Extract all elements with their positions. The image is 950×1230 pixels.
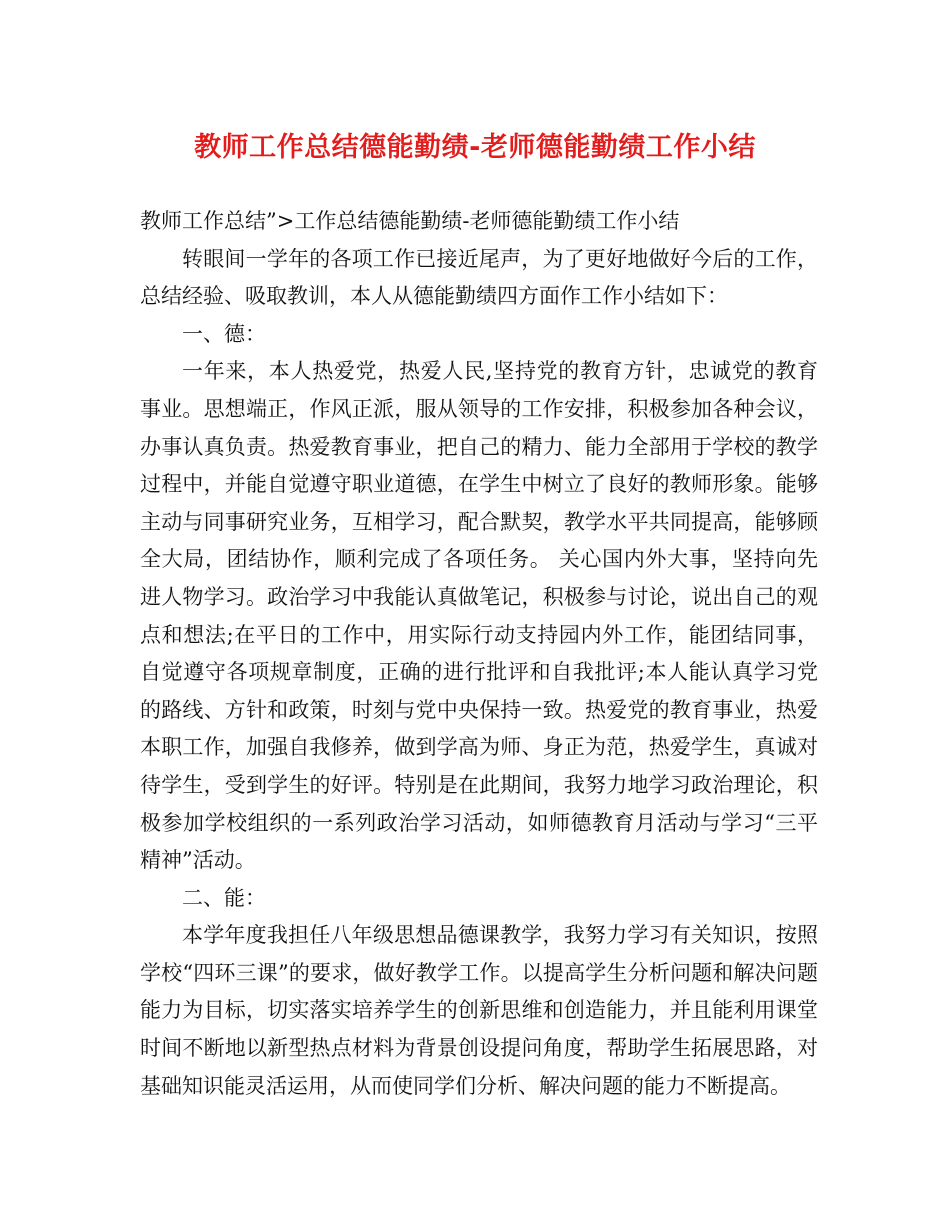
document-body [140,203,818,1105]
intro-paragraph: 转眼间一学年的各项工作已接近尾声，为了更好地做好今后的工作，总结经验、吸取教训，本人从德能勤绩四方面作工作小结如下： [140,246,818,309]
section-body-de: 一年来，本人热爱党，热爱人民,坚持党的教育方针，忠诚党的教育事业。思想端正，作风正派，服从领导的工作安排，积极参加各种会议，办事认真负责。热爱教育事业，把自己的精力、能力全部用于学校的教学过程中，并能自觉遵守职业道德，在学生中树立了良好的教师形象。能够主动与同事研究业务，互相学习，配合默契，教学水平共同提高，能够顾全大局，团结协作，顺利完成了各项任务。 关心国内外大事，坚持向先进人物学习。政治学习中我能认真做笔记，积极参与讨论，说出自己的观点和想法;在平日的工作中，用实际行动支持园内外工作，能团结同事，自觉遵守各项规章制度，正确的进行批评和自我批评;本人能认真学习党的路线、方针和政策，时刻与党中央保持一致。热爱党的教育事业，热爱本职工作，加强自我修养，做到学高为师、身正为范，热爱学生，真诚对待学生，受到学生的好评。特别是在此期间，我努力地学习政治理论，积极参加学校组织的一系列政治学习活动，如师德教育月活动与学习“三平精神”活动。 [140,359,818,873]
section-body-neng: 本学年度我担任八年级思想品德课教学，我努力学习有关知识，按照学校“四环三课”的要求，做好教学工作。以提高学生分析问题和解决问题能力为目标，切实落实培养学生的创新思维和创造能力，并且能利用课堂时间不断地以新型热点材料为背景创设提问角度，帮助学生拓展思路，对基础知识能灵活运用，从而使同学们分析、解决问题的能力不断提高。 [140,923,818,1098]
breadcrumb-line: 教师工作总结”>工作总结德能勤绩-老师德能勤绩工作小结 [140,209,680,233]
section-heading-neng: 二、能： [182,885,266,910]
document-title: 教师工作总结德能勤绩-老师德能勤绩工作小结 [194,132,756,163]
section-heading-de: 一、德： [182,321,266,346]
